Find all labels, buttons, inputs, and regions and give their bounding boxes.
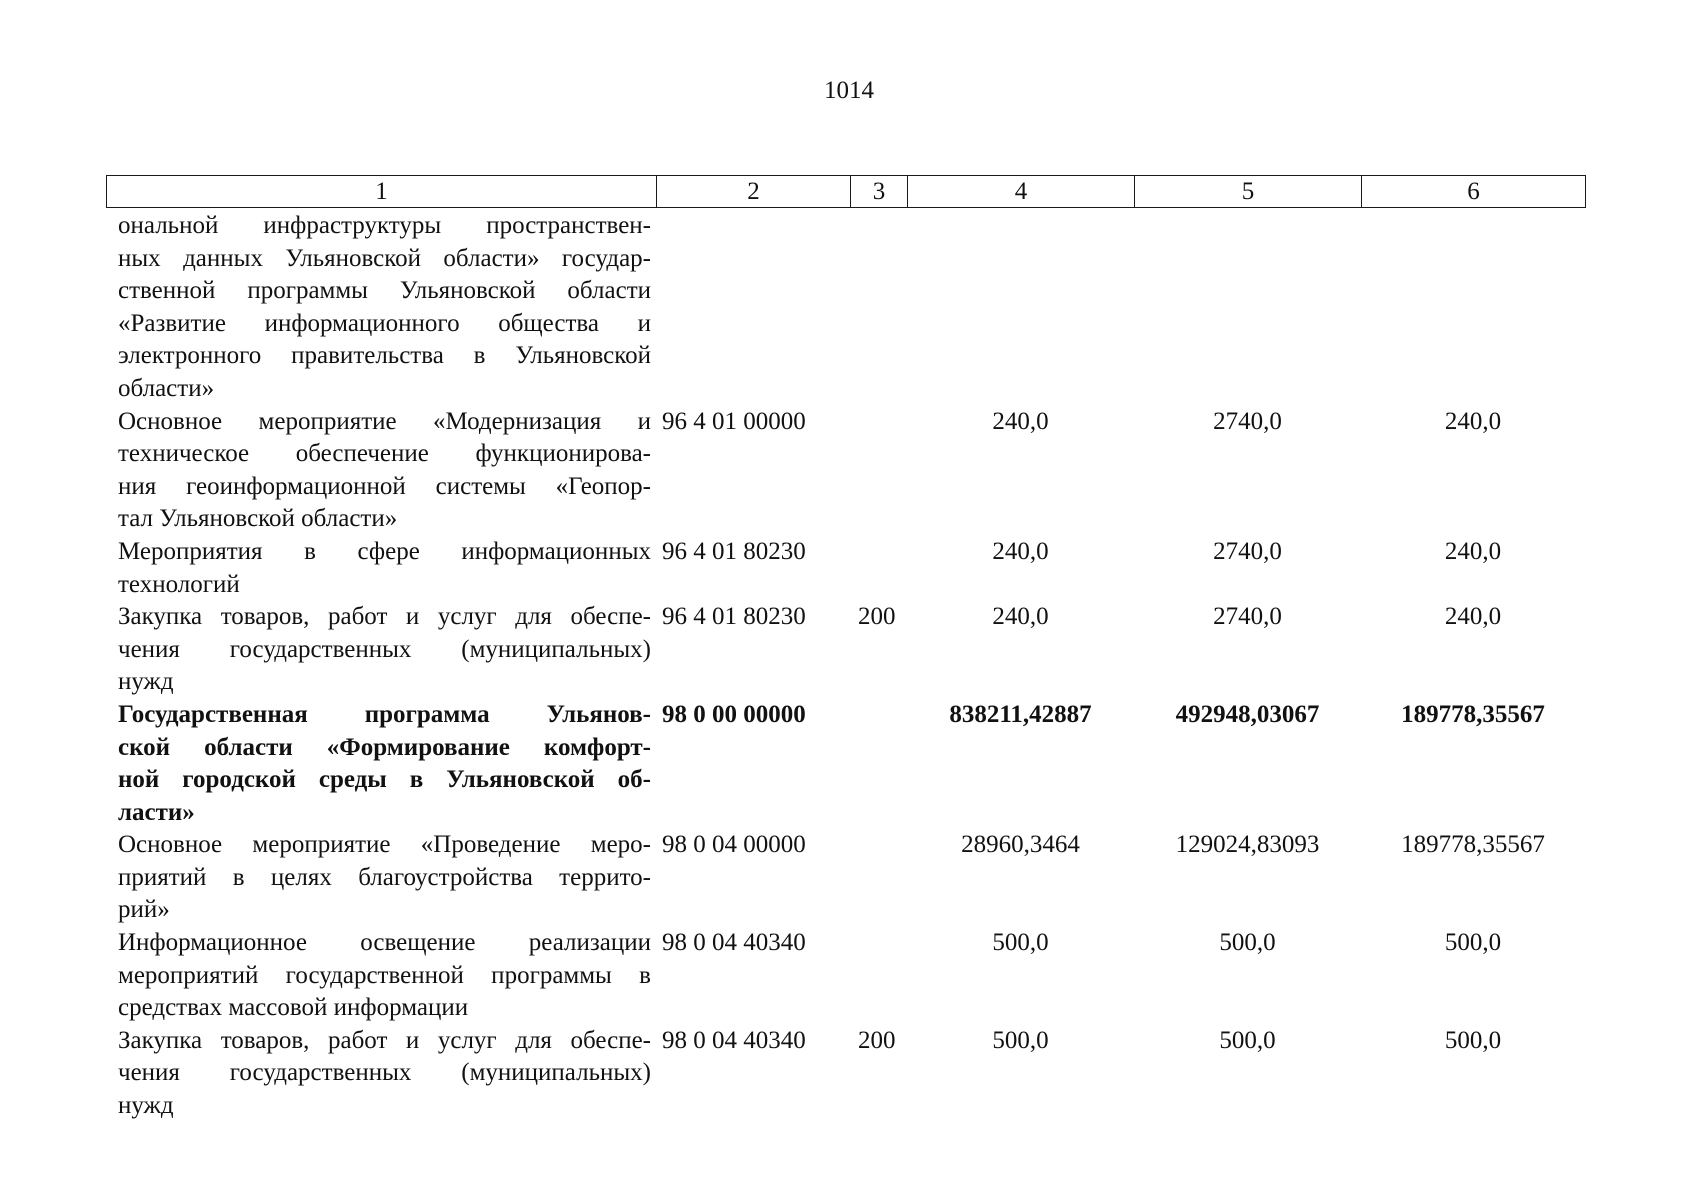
description-line: тал Ульяновской области» xyxy=(118,505,398,533)
description-line: чения государственных (муниципальных) xyxy=(118,1059,651,1087)
amount-col-6 xyxy=(1361,210,1585,406)
page-number: 1014 xyxy=(824,77,874,104)
amount-col-5 xyxy=(1134,210,1361,406)
table-row xyxy=(106,536,1585,601)
expense-type: 200 xyxy=(858,603,896,631)
amount-col-6: 500,0 xyxy=(1444,1026,1502,1054)
amount-col-5: 2740,0 xyxy=(1213,603,1282,631)
description-line: Информационное освещение реализации xyxy=(118,929,651,957)
amount-col-4: 28960,3464 xyxy=(961,831,1080,859)
description-line: нужд xyxy=(118,1092,174,1120)
expense-type xyxy=(850,210,907,406)
expense-type xyxy=(850,699,907,829)
budget-code: 96 4 01 00000 xyxy=(662,407,806,435)
amount-col-6: 189778,35567 xyxy=(1401,831,1545,859)
table-row-program-total xyxy=(106,699,1585,829)
amount-col-4: 240,0 xyxy=(992,537,1049,565)
expense-type: 200 xyxy=(858,1026,896,1054)
description-line: «Развитие информационного общества и xyxy=(118,309,651,337)
table-row xyxy=(106,601,1585,699)
table-row xyxy=(106,406,1585,536)
description-line: области» xyxy=(118,374,215,402)
row-description xyxy=(106,536,656,601)
description-line: техническое обеспечение функционирова- xyxy=(118,440,651,468)
amount-col-4: 838211,42887 xyxy=(949,700,1092,728)
amount-col-5: 2740,0 xyxy=(1213,407,1282,435)
table-row xyxy=(106,829,1585,927)
amount-col-4: 500,0 xyxy=(992,929,1049,957)
description-line: Основное мероприятие «Модернизация и xyxy=(118,407,651,435)
expense-type xyxy=(850,406,907,536)
amount-col-6: 500,0 xyxy=(1444,929,1502,957)
column-header-2: 2 xyxy=(657,176,851,208)
table-row xyxy=(106,927,1585,1025)
amount-col-6: 240,0 xyxy=(1444,537,1502,565)
description-line: технологий xyxy=(118,570,240,598)
amount-col-4: 240,0 xyxy=(992,407,1049,435)
description-line: ласти» xyxy=(118,798,195,826)
description-line: Закупка товаров, работ и услуг для обеспе- xyxy=(118,603,651,631)
row-description xyxy=(106,210,656,406)
budget-code xyxy=(656,210,850,406)
row-description xyxy=(106,601,656,699)
expense-type xyxy=(850,927,907,1025)
description-line: нужд xyxy=(118,668,174,696)
amount-col-5: 2740,0 xyxy=(1213,537,1282,565)
amount-col-4: 500,0 xyxy=(992,1026,1049,1054)
amount-col-6: 240,0 xyxy=(1444,407,1502,435)
row-description xyxy=(106,927,656,1025)
description-line: ональной инфраструктуры пространствен- xyxy=(118,212,651,239)
column-header-3: 3 xyxy=(851,176,908,208)
row-description xyxy=(106,699,656,829)
row-description xyxy=(106,829,656,927)
budget-code: 98 0 04 00000 xyxy=(662,831,806,859)
budget-code: 96 4 01 80230 xyxy=(662,537,806,565)
description-line: ной городской среды в Ульяновской об- xyxy=(118,766,651,794)
column-header-6: 6 xyxy=(1362,176,1586,208)
amount-col-5: 500,0 xyxy=(1219,929,1276,957)
column-header-4: 4 xyxy=(908,176,1135,208)
budget-table-body xyxy=(106,210,1585,1123)
description-line: мероприятий государственной программы в xyxy=(118,961,651,989)
description-line: Основное мероприятие «Проведение меро- xyxy=(118,831,651,859)
description-line: Мероприятия в сфере информационных xyxy=(118,537,651,565)
amount-col-6: 240,0 xyxy=(1444,603,1502,631)
description-line: Государственная программа Ульянов- xyxy=(118,700,651,728)
expense-type xyxy=(850,829,907,927)
amount-col-6: 189778,35567 xyxy=(1401,700,1545,728)
amount-col-4 xyxy=(907,210,1134,406)
budget-code: 96 4 01 80230 xyxy=(662,603,806,631)
description-line: ных данных Ульяновской области» государ- xyxy=(118,244,651,272)
amount-col-4: 240,0 xyxy=(992,603,1049,631)
budget-code: 98 0 04 40340 xyxy=(662,929,806,957)
description-line: электронного правительства в Ульяновской xyxy=(118,342,651,370)
description-line: средствах массовой информации xyxy=(118,994,469,1022)
amount-col-5: 129024,83093 xyxy=(1175,831,1320,859)
row-description xyxy=(106,1025,656,1123)
budget-code: 98 0 00 00000 xyxy=(662,700,806,728)
column-number-header xyxy=(106,175,1586,208)
amount-col-5: 492948,03067 xyxy=(1175,700,1320,728)
table-row xyxy=(106,1025,1585,1123)
description-line: приятий в целях благоустройства террито- xyxy=(118,863,651,891)
description-line: ственной программы Ульяновской области xyxy=(118,277,651,305)
row-description xyxy=(106,406,656,536)
column-header-5: 5 xyxy=(1135,176,1362,208)
description-line: рий» xyxy=(118,896,170,924)
column-header-1: 1 xyxy=(107,176,657,208)
budget-code: 98 0 04 40340 xyxy=(662,1026,806,1054)
expense-type xyxy=(850,536,907,601)
description-line: ской области «Формирование комфорт- xyxy=(118,733,651,761)
table-row xyxy=(106,210,1585,406)
amount-col-5: 500,0 xyxy=(1219,1026,1276,1054)
description-line: чения государственных (муниципальных) xyxy=(118,635,651,663)
description-line: Закупка товаров, работ и услуг для обеспе- xyxy=(118,1026,651,1054)
description-line: ния геоинформационной системы «Геопор- xyxy=(118,472,651,500)
